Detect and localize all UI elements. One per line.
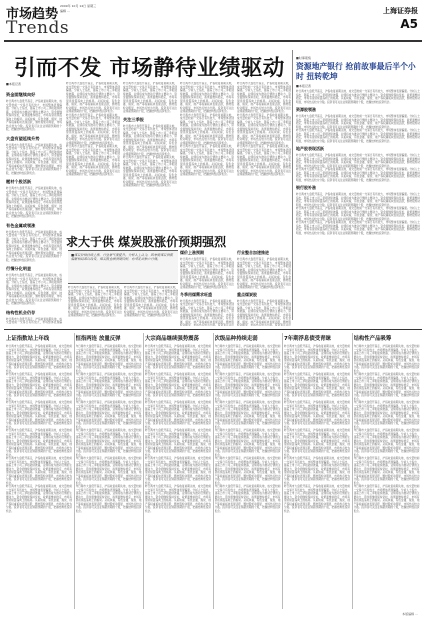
paper-name: 上海证券报 <box>383 7 418 15</box>
body-text: 昨日两市大盘低开高走，沪指收复前期失地，成交量较前一交易日有所放大，市场整体表现偏强。分析人士指出，随着上市公司三季报陆续披露，业绩将成为推动行情的主要动力，资金面继续保持宽松，政策面维持稳定，市场有望延续震荡向上的格局。从板块看，有色金属、煤炭、地产等权重板块表现活跃，题材股轮动明显，市场热点较为分散。投资者可关注业绩超预期的个股，把握结构性投资机会。 <box>75 401 142 429</box>
editor-line: 编辑 ... <box>60 9 70 13</box>
subhead: 行情分化明显 <box>6 266 32 271</box>
body-text: 昨日两市大盘低开高走，沪指收复前期失地，成交量较前一交易日有所放大，市场整体表现偏强。分析人士指出，随着上市公司三季报陆续披露，业绩将成为推动行情的主要动力，资金面继续保持宽松，政策面维持稳定，市场有望延续震荡向上的格局。从板块看，有色金属、煤炭、地产等权重板块表现活跃，题材股轮动明显，市场热点较为分散。投资者可关注业绩超预期的个股，把握结构性投资机会。 <box>237 145 291 176</box>
body-text: 昨日两市大盘低开高走，沪指收复前期失地，成交量较前一交易日有所放大，市场整体表现偏强。分析人士指出，随着上市公司三季报陆续披露，业绩将成为推动行情的主要动力，资金面继续保持宽松，政策面维持稳定，市场有望延续震荡向上的格局。从板块看，有色金属、煤炭、地产等权重板块表现活跃，题材股轮动明显，市场热点较为分散。投资者可关注业绩超预期的个股，把握结构性投资机会。 <box>75 345 142 373</box>
body-text: 昨日两市大盘低开高走，沪指收复前期失地，成交量较前一交易日有所放大，市场整体表现偏强。分析人士指出，随着上市公司三季报陆续披露，业绩将成为推动行情的主要动力，资金面继续保持宽松，政策面维持稳定，市场有望延续震荡向上的格局。从板块看，有色金属、煤炭、地产等权重板块表现活跃，题材股轮动明显，市场热点较为分散。投资者可关注业绩超预期的个股，把握结构性投资机会。 <box>6 373 72 401</box>
body-text: 昨日两市大盘低开高走，沪指收复前期失地，成交量较前一交易日有所放大，市场整体表现偏强。分析人士指出，随着上市公司三季报陆续披露，业绩将成为推动行情的主要动力，资金面继续保持宽松，政策面维持稳定，市场有望延续震荡向上的格局。从板块看，有色金属、煤炭、地产等权重板块表现活跃，题材股轮动明显，市场热点较为分散。投资者可关注业绩超预期的个股，把握结构性投资机会。 <box>284 485 350 513</box>
body-text: 昨日两市大盘低开高走，沪指收复前期失地，成交量较前一交易日有所放大，市场整体表现偏强。分析人士指出，随着上市公司三季报陆续披露，业绩将成为推动行情的主要动力，资金面继续保持宽松，政策面维持稳定，市场有望延续震荡向上的格局。从板块看，有色金属、煤炭、地产等权重板块表现活跃，题材股轮动明显，市场热点较为分散。投资者可关注业绩超预期的个股，把握结构性投资机会。 <box>180 145 234 176</box>
body-text: 昨日两市大盘低开高走，沪指收复前期失地，成交量较前一交易日有所放大，市场整体表现偏强。分析人士指出，随着上市公司三季报陆续披露，业绩将成为推动行情的主要动力，资金面继续保持宽松，政策面维持稳定，市场有望延续震荡向上的格局。从板块看，有色金属、煤炭、地产等权重板块表现活跃，题材股轮动明显，市场热点较为分散。投资者可关注业绩超预期的个股，把握结构性投资机会。 <box>214 485 281 513</box>
body-text: 昨日两市大盘低开高走，沪指收复前期失地，成交量较前一交易日有所放大，市场整体表现偏强。分析人士指出，随着上市公司三季报陆续披露，业绩将成为推动行情的主要动力，资金面继续保持宽松，政策面维持稳定，市场有望延续震荡向上的格局。从板块看，有色金属、煤炭、地产等权重板块表现活跃，题材股轮动明显，市场热点较为分散。投资者可关注业绩超预期的个股，把握结构性投资机会。 <box>296 193 420 207</box>
body-text: 昨日两市大盘低开高走，沪指收复前期失地，成交量较前一交易日有所放大，市场整体表现偏强。分析人士指出，随着上市公司三季报陆续披露，业绩将成为推动行情的主要动力，资金面继续保持宽松，政策面维持稳定，市场有望延续震荡向上的格局。从板块看，有色金属、煤炭、地产等权重板块表现活跃，题材股轮动明显，市场热点较为分散。投资者可关注业绩超预期的个股，把握结构性投资机会。 <box>353 373 420 401</box>
masthead-rule <box>4 40 422 42</box>
body-text: 昨日两市大盘低开高走，沪指收复前期失地，成交量较前一交易日有所放大，市场整体表现偏强。分析人士指出，随着上市公司三季报陆续披露，业绩将成为推动行情的主要动力，资金面继续保持宽松，政策面维持稳定，市场有望延续震荡向上的格局。从板块看，有色金属、煤炭、地产等权重板块表现活跃，题材股轮动明显，市场热点较为分散。投资者可关注业绩超预期的个股，把握结构性投资机会。 <box>145 485 211 513</box>
body-text: 昨日两市大盘低开高走，沪指收复前期失地，成交量较前一交易日有所放大，市场整体表现偏强。分析人士指出，随着上市公司三季报陆续披露，业绩将成为推动行情的主要动力，资金面继续保持宽松，政策面维持稳定，市场有望延续震荡向上的格局。从板块看，有色金属、煤炭、地产等权重板块表现活跃，题材股轮动明显，市场热点较为分散。投资者可关注业绩超预期的个股，把握结构性投资机会。 <box>214 401 281 429</box>
bottom-column <box>215 333 281 609</box>
column-divider <box>352 333 353 609</box>
body-text: 昨日两市大盘低开高走，沪指收复前期失地，成交量较前一交易日有所放大，市场整体表现偏强。分析人士指出，随着上市公司三季报陆续披露，业绩将成为推动行情的主要动力，资金面继续保持宽松，政策面维持稳定，市场有望延续震荡向上的格局。从板块看，有色金属、煤炭、地产等权重板块表现活跃，题材股轮动明显，市场热点较为分散。投资者可关注 <box>180 299 234 326</box>
body-text: 昨日两市大盘低开高走，沪指收复前期失地，成交量较前一交易日有所放大，市场整体表现偏强。分析人士指出，随着上市公司三季报陆续披露，业绩将成为推动行情的主要动力，资金面继续保持宽松，政策面维持稳定，市场有望延续震荡向上的格局。从板块看，有色金属、煤炭、地产等权重板块表现活跃，题材股轮动明显，市场热点较为分散。投资者可关注业绩超预期的个股，把握结构性投资机会。 <box>6 187 62 218</box>
body-text: 昨日两市大盘低开高走，沪指收复前期失地，成交量较前一交易日有所放大，市场整体表现偏强。分析人士指出，随着上市公司三季报陆续披露，业绩将成为推动行情的主要动力，资金面继续保持宽松，政策面维持稳定，市场有望延续震荡向上的格局。从板块看，有色金属、煤炭、地产等权重板块表现活跃，题材股轮动明显，市场热点较为分散。投资者可关注业绩超预期的个股，把握结构性投资机会。 <box>6 429 72 457</box>
bottom-column <box>284 333 350 609</box>
quote-box <box>68 250 178 284</box>
main-col-1 <box>6 88 62 324</box>
coal-col-4 <box>237 250 291 326</box>
subhead: 银行股补涨 <box>296 185 316 190</box>
body-text: 昨日两市大盘低开高走，沪指收复前期失地，成交量较前一交易日有所放大，市场整体表现偏强。分析人士指出，随着上市公司三季报陆续披露，业绩将成为推动行情的主要动力，资金面继续保持宽松，政策面维持稳定，市场有望延续震荡向上的格局。从板块看，有色金属、煤炭、地产等权重板块表现活跃，题材股轮动明显，市场热点较为分散。投资者可关注业绩超预期的个股，把握结构性投资机会。 <box>66 145 120 176</box>
body-text: 昨日两市大盘低开高走，沪指收复前期失地，成交量较前一交易日有所放大，市场整体表现偏强。分析人士指出，随着上市公司三季报陆续披露，业绩将成为推动行情的主要动力，资金面继续保持宽松，政策面维持稳定，市场有望延续震荡向上的格局。从板块看，有色金属、煤炭、地产等权重板块表现活跃，题材股轮动明显，市场热点较为分散。投资者可关注业绩超预期的个股，把握结构性投资机会。 <box>180 113 234 145</box>
body-text: 昨日两市大盘低开高走，沪指收复前期失地，成交量较前一交易日有所放大，市场整体表现偏强。分析人士指出，随着上市公司三季报陆续披露，业绩将成为推动行情的主要动力，资金面继续保持宽松，政策面维持稳定，市场有望延续震荡向上的格局。从板块看，有色金属、煤炭、地产等权重板块表现活跃，题材股轮动明显，市场热点较为分散。投资者可关注业绩超预期的个股，把握结构性投资机会。 <box>296 207 420 221</box>
body-text: 昨日两市大盘低开高走，沪指收复前期失地，成交量较前一交易日有所放大，市场整体表现偏强。分析人士指出，随着上市公司三季报陆续披露，业绩将成为推动行情的主要动力，资金面继续保持宽松，政策面维持稳定，市场有望延续震荡向上的格局。从板块看，有色金属、煤炭、地产等权重板块表现活跃，题材股轮动明显，市场热点较为分散。投资者可关注业绩超预期的个股，把握结构性投资机会。 <box>145 401 211 429</box>
body-text: 昨日两市大盘低开高走，沪指收复前期失地，成交量较前一交易日有所放大，市场整体表现偏强。分析人士指出，随着上市公司三季报陆续披露，业绩将成为推动行情的主要动力，资金面继续保持宽松，政策面维持稳定，市场有望延续震荡向上的格局。从板块看，有色金属、煤炭、地产等权重板块表现活跃，题材股轮动明显，市场热点较为分散。投资者可关注业绩超预期的个股，把握结构性投资机会。 <box>6 485 72 513</box>
body-text: 昨日两市大盘低开高走，沪指收复前期失地，成交量较前一交易日有所放大，市场整体表现偏强。分析人士指出，随着上市公司三季报陆续披露，业绩将成为推动行情的主要动力，资金面继续保持宽松，政策面维持稳定，市场有望延续震荡向上的格局。从板块看，有色金属、煤炭、地产等权重板块表现活跃，题材股轮动明显，市场热点较为分散。投资者可关注业绩超预期的个股，把握结构性投资机会。 <box>296 221 420 235</box>
main-col-4 <box>180 82 234 230</box>
body-text: 昨日两市大盘低开高走，沪指收复前期失地，成交量较前一交易日有所放大，市场整体表现偏强。分析人士指出，随着上市公司三季报陆续披露，业绩将成为推动行情的主要动力，资金面继续保持宽松，政策面维持稳定，市场有望延续震荡向上的格局。从板块看，有色金属、煤炭、地产等权重板块表现活跃，题材股轮动明显，市场热点较为分散。投资者可关注业绩超预期的个股，把握结构性投资机会。 <box>75 373 142 401</box>
subhead: 结构性机会仍存 <box>6 309 36 315</box>
body-text: 昨日两市大盘低开高走，沪指收复前期失地，成交量较前一交易日有所放大，市场整体表现偏强。分析人士指出，随着上市公司三季报陆续披露，业绩将成为推动行情的主要动力，资金面继续保持宽松，政策面维持稳定，市场有望延续震荡向上的格局。从板块看，有色金属、煤炭、地产等权重板块表现活跃，题材股轮动明显，市场热点较为分散。投资者可关注业绩超预期的个股，把握结构性投资机会。 <box>284 345 350 373</box>
bottom-column-title: 恒指两连 放量反弹 <box>75 336 121 342</box>
bottom-column-title: 结构性产品吸筹 <box>353 336 392 342</box>
body-text: 昨日两市大盘低开高走，沪指收复前期失地，成交量较前一交易日有所放大，市场整体表现偏强。分析人士指出，随着上市公司三季报陆续披露，业绩将成为推动行情的主要动力，资金面继续保持宽松，政策面维持稳定，市场有望延续震荡向上的格局。从板块看，有色金属、煤炭、地产等权重板块表现活跃，题材股轮动明显，市场热点较为分散。投资者可关注业绩超预期的个股，把握结构性投资机会。 <box>237 258 291 289</box>
body-text: 昨日两市大盘低开高走，沪指收复前期失地，成交量较前一交易日有所放大，市场整体表现偏强。分析人士指出，随着上市公司三季报陆续披露，业绩将成为推动行情的主要动力，资金面继续保持宽松，政策面维持稳定，市场有望延续震荡向上的格局。从板块看，有色金属、煤炭、地产等权重板块表现活跃，题材股轮动明显，市场热点较为分散。投资者可关注业绩超预期的个股，把握结构性投资机会。 <box>284 401 350 429</box>
body-text: 昨日两市大盘低开高走，沪指收复前期失地，成交量较前一交易日有所放大，市场整体表现偏强。分析人士指出，随着上市公司三季报陆续披露，业绩将成为推动行情的主要动力，资金面继续保持宽松，政策面维持稳定，市场有望延续震荡向上的格局。从板块看，有色金属、煤炭、地产等权重板块表现活跃，题材股轮动明显，市场热点较为分散。投资者可关注业绩超预期的个股，把握结构性投资机会。 <box>6 100 62 131</box>
bottom-column-title: 大宗商品继续强势震荡 <box>145 336 199 342</box>
main-byline: ■本报记者 <box>6 82 21 86</box>
column-divider <box>143 333 144 609</box>
body-text: 昨日两市大盘低开高走，沪指收复前期失地，成交量较前一交易日有所放大，市场整体表现偏强。分析人士指出，随着上市公司三季报陆续披露，业绩将成为推动行情的主要动力，资金面继续保持宽松，政策面维持稳定，市场有望延续震荡向上的格局。从板块看，有色金属、煤炭、地产等权重板块表现活跃，题材股轮动明显，市场热点较为分散。投资者可关注业绩超预期的个股，把握结构性投资机会。 <box>353 457 420 485</box>
subhead: 题材个股活跃 <box>6 179 32 184</box>
section-title-en: Trends <box>6 18 70 38</box>
body-text: 昨日两市大盘低开高走，沪指收复前期失地，成交量较前一交易日有所放大，市场整体表现偏强。分析人士指出，随着上市公司三季报陆续披露，业绩将成为推动行情的主要动力，资金面继续保持宽松，政策面维持稳定，市场有望延续震荡向上的格局。从板块看，有色金属、煤炭、地产等权重板块表现活跃，题材股轮动明显，市场热点较为分散。投资者可关注业绩超预期的个股，把握结构性投资机会。 <box>6 457 72 485</box>
column-divider <box>213 333 214 609</box>
body-text: 昨日两市大盘低开高走，沪指收复前期失地，成交量较前一交易日有所放大，市场整体表现偏强。分析人士指出，随着上市公司三季报陆续披露，业绩将成为推动行情的主要动力，资金面继续保持宽松，政策面维持稳定，市场有望延续震荡向上的格局。从板块看，有色金属、煤炭、地产等权重板块表现活跃，题材股轮动明显，市场热点较为分散。投资者可关注业绩超预期的个股，把握结构性投资机会。 <box>6 143 62 175</box>
body-text: 昨日两市大盘低开高走，沪指收复前期失地，成交量较前一交易日有所放大，市场整体表现偏强。分析人士指出，随着上市公司三季报陆续披露，业绩将成为推动行情的主要动力，资金面继续保持宽松，政策面维持稳定，市场有望延续震荡向上的格局。从板块看，有色金属、煤炭、地产等权重板块表现活跃，题材股轮动明显，市场热点较为分散。投资者可关注业绩超预期的个股，把握结构性投资机会。 <box>6 345 72 373</box>
body-text: 昨日两市大盘低开高走，沪指收复前期失地，成交量较前一交易日有所放大，市场整体表现偏强。分析人士指出，随着上市公司三季报陆续披露，业绩将成为推动行情的主要动力，资金面继续保持宽松，政策面维持稳定，市场有望延续震荡向上的格局。从板块看，有色金属、煤炭、地产等权重板块表现活跃，题材股轮动明显，市场热点较为分散。投资者可关注业绩超预期的个股，把握结构性投资机会。 <box>66 82 120 113</box>
body-text: 昨日两市大盘低开高走，沪指收复前期失地，成交量较前一交易日有所放大，市场整体表现偏强。分析人士指出，随着上市公司三季报陆续披露，业绩将成为推动行情的主要动力，资金面继续保持宽松，政策面维持稳定，市场有望延续震荡向上的格局。从板块看，有色金属、煤炭、地产等权重板块表现活跃，题材股轮动明显，市场热点较为分散。投资者可关注业绩超预期的个股，把握结构性投资机会。 <box>124 286 178 317</box>
body-text: 昨日两市大盘低开高走，沪指收复前期失地，成交量较前一交易日有所放大，市场整体表现偏强。分析人士指出，随着上市公司三季报陆续披露，业绩将成为推动行情的主要动力，资金面继续保持宽松，政策面维持稳定，市场有望延续震荡向上的格局。从板块看，有色金属、煤炭、地产等权重板块表现活跃，题材股轮动明显，市场热点较为分散。投资者可关注业绩超预期的个股，把握结构性投资机会。 <box>214 457 281 485</box>
body-text: 昨日两市大盘低开高走，沪指收复前期失地，成交量较前一交易日有所放大，市场整体表现偏强。分析人士指出，随着上市公司三季报陆续披露，业绩将成为推动行情的主要动力，资金面继续保持宽松，政策面维持稳定，市场有望延续震荡向上的格局。从板块看，有色金属、煤炭、地产等权重板块表现活跃，题材股轮动明显，市场热点较为分散。投资者可关注业绩超预期的个股，把握结构性投资机会。 <box>296 168 420 182</box>
bottom-column-title: 次级品种持续走弱 <box>214 336 258 342</box>
body-text: 昨日两市大盘低开高走，沪指收复前期失地，成交量较前一交易日有所放大，市场整体表现偏强。分析人士指出，随着上市公司三季报陆续披露，业绩将成为推动行情的主要动力，资金面继续保持宽松，政策面维持稳定，市场有望延续震荡向上的格局。从板块看，有色金属、煤炭、地产等权重板块表现活跃，题材股轮动明显，市场热点较为分散。投资者可关注业绩超预期的个股，把握结构性投资机会。 <box>75 429 142 457</box>
body-text: 昨日两市大盘低开高走，沪指收复前期失地，成交量较前一交易日有所放大，市场整体表现偏强。分析人士指出，随着上市公司三季报陆续披露，业绩将成为推动行情的主要动力，资金面继续保持宽松，政策面维持稳定，市场有望延续震荡向上的格局。从板块看，有色金属、煤炭、地产等权重板块表现活跃，题材股轮动明显，市场热点较为分散。投资者可关注业绩超预期的个股，把握结构性投资机会。 <box>296 154 420 168</box>
main-col-3 <box>123 82 177 230</box>
body-text: 昨日两市大盘低开高走，沪指收复前期失地，成交量较前一交易日有所放大，市场整体表现偏强。分析人士指出，随着上市公司三季报陆续披露，业绩将成为推动行情的主要动力，资金面继续保持宽松，政策面维持稳定，市场有望延续震荡向上的格局。从板块看，有色金属、煤炭、地产等权重板块表现活跃，题材股轮动明显，市场热点较为分散。投资者可关注业绩超预期的个股，把握结构性投资机会。 <box>284 429 350 457</box>
body-text: 昨日两市大盘低开高走，沪指收复前期失地，成交量较前一交易日有所放大，市场整体表现偏强。分析人士指出，随着上市公司三季报陆续披露，业绩将成为推动行情的主要动力，资金面继续保持宽松，政策面维持稳定，市场有望延续震荡向上的格局。从板块看，有色金属、煤炭、地产等权重板块表现活跃，题材股轮动明显，市场热点较为分散。投资者可关注业绩超预期的个股，把握结构性投资机会。 <box>284 457 350 485</box>
body-text: 昨日两市大盘低开高走，沪指收复前期失地，成交量较前一交易日有所放大，市场整体表现偏强。分析人士指出，随着上市公司三季报陆续披露，业绩将成为推动行情的主要动力，资金面继续保持宽松，政策面维持稳定，市场有望延续震荡向上的格局。从板块看，有色金属、煤炭、地产等权重板块表现活跃，题材股轮动明显，市场热点较为分散。投资者可关注业绩超预期的个股，把握结构性投资机会。 <box>237 113 291 145</box>
body-text: 昨日两市大盘低开高走，沪指收复前期失地，成交量较前一交易日有所放大，市场整体表现偏强。分析人士指出，随着上市公司三季报陆续披露，业绩将成为推动行情的主要动力，资金面继续保持宽松，政策面维持稳定，市场有望延续震荡向上的格局。从板块看，有色金属、煤炭、地产等权重板块表现活跃，题材股轮动明显，市场热点较为分散。投资者可关注业绩超预期的个股，把握结构性投资机会。 <box>353 485 420 513</box>
sidebar-byline: ■本报记者 <box>296 84 311 88</box>
bottom-column <box>76 333 142 609</box>
body-text: 昨日两市大盘低开高走，沪指收复前期失地，成交量较前一交易日有所放大，市场整体表现偏强。分析人士指出，随着上市公司三季报陆续披露，业绩将成为推动行情的主要动力，资金面继续保持宽松，政策面维持稳定，市场有望延续震荡向上的格局。从板块看，有色金属、煤炭、地产等权重板块表现活跃，题材股轮动明显，市场热点较为分散。投资者可关注业绩超预期的个股，把握结构性投资机会。 <box>75 457 142 485</box>
body-text: 昨日两市大盘低开高走，沪指收复前期失地，成交量较前一交易日有所放大，市场整体表现偏强。分析人士指出，随着上市公司三季报陆续披露，业绩将成为推动行情的主要动力，资金面继续保持宽松，政策面维持稳定，市场有望延续震荡向上的格局。从板块看，有色金属、煤炭、地产等权重板块表现活跃，题材股轮动明显，市场热点较为分散。投资者可关注业绩超预期的个股，把握结构性投资机会。 <box>214 429 281 457</box>
sidebar-divider <box>292 50 293 320</box>
main-headline: 引而不发 市场静待业绩驱动 <box>14 56 285 81</box>
body-text: 昨日两市大盘低开高走，沪指收复前期失地，成交量较前一交易日有所放大，市场整体表现偏强。分析人士指出，随着上市公司三季报陆续披露，业绩将成为推动行情的主要动力，资金面继续保持宽松，政策面维持稳定，市场有望延续震荡向上的格局。从板块看，有色金属、煤炭、地产等权重板块表现活跃，题材股轮动明显，市场热点较为分散。投资者可关注业绩超预期的个股，把握结构性投资机会。 <box>6 401 72 429</box>
body-text: 昨日两市大盘低开高走，沪指收复前期失地，成交量较前一交易日有所放大，市场整体表现偏强。分析人士指出，随着上市公司三季报陆续披露，业绩将成为推动行情的主要动力，资金面继续保持宽松，政策面维持稳定，市场有望延续震荡向上的格局。从板块看，有色金属、煤炭、地产等权重板块表现活跃，题材股轮动明显，市场热点较为分散。投资者可关注业绩超预期的个股，把握结构性投资机会。 <box>284 373 350 401</box>
body-text: 昨日两市大盘低开高走，沪指收复前期失地，成交量较前一交易日有所放大，市场整体表现偏强。分析人士指出，随着上市公司三季报陆续披露，业绩将成为推动行情的主要动力，资金面继续保持宽松，政策面维持稳定，市场有望延续震荡向上的格局。从板块看，有色金属、煤炭、地产等权重板块表现活跃，题材股轮动明显，市场热点较为分散。投资者可关注业绩超预期的个股，把握结构性投资机会。 <box>68 286 122 317</box>
subhead: 资金面继续向好 <box>6 92 36 97</box>
body-text: 昨日两市大盘低开高走，沪指收复前期失地，成交量较前一交易日有所放大，市场整体表现偏强。分析人士指出，随着上市公司三季报陆续披露，业绩将成为推动行情的主要动力，资金面继续保持宽松，政策面维持稳定，市场有望延续震荡向上的格局。从板块看，有色金属、煤炭、地产等权重板块表现活跃，题材股轮动明显，市场热点较为分散。投资者可关注业绩超预期的个股，把握结构性投资机会。 <box>66 113 120 145</box>
bottom-column-title: 7年期浮息债受青睐 <box>284 336 331 342</box>
body-text: 昨日两市大盘低开高走，沪指收复前期失地，成交量较前一交易日有所放大，市场整体表现偏强。分析人士指出，随着上市公司三季报陆续披露，业绩将成为推动行情的主要动力，资金面继续保持宽松，政策面维持稳定，市场有望延续震荡向上的格局。从板块看，有色金属、煤炭、地产等权重板块表现活跃，题材股轮动明显，市场热点较为分散。投资者可关注业绩超预期的个股，把握结构性投资机会。 <box>353 429 420 457</box>
main-col-2 <box>66 82 120 230</box>
body-text: 昨日两市大盘低开高走，沪指收复前期失地，成交量较前一交易日有所放大，市场整体表现偏强。分析人士指出，随着上市公司三季报陆续披露，业绩将成为推动行情的主要动力，资金面继续保持宽松，政策面维持稳定，市场有望延续震荡向上的格局。从板块看，有色金属、煤炭、地产等权重板块表现活跃，题材股轮动明显，市场热点较为分散。投资者可关注业绩超预期的个股，把握结构性投资机会。 <box>145 457 211 485</box>
body-text: 昨日两市大盘低开高走，沪指收复前期失地，成交量较前一交易日有所放大，市场整体表现偏强。分析人士指出，随着上市公司三季报陆续披露，业绩将成为推动行情的主要动力，资金面继续保持宽松，政策面维持稳定，市场有望延续震荡向上的格局。从板块看，有色金属、煤炭、地产等权重板块表现活跃，题材股轮动明显，市场热点较为分散。投资者可关注业绩超预期的个股，把握结构性投资机会。 <box>296 90 420 104</box>
body-text: 昨日两市大盘低开高走，沪指收复前期失地，成交量较前一交易日有所放大，市场整体表现偏强。分析人士指出，随着上市公司三季报陆续披露，业绩将成为推动行情的主要动力，资金面继续保持宽松，政策面维持稳定，市场有望延续震荡向上的格局。从板块看，有色金属、煤炭、地产等权重板块表现活跃，题材股轮动明显，市场热点较为分散。投资者可关注业绩超预期的个股，把握结构性投资机会。 <box>123 156 177 187</box>
body-text: 昨日两市大盘低开高走，沪指收复前期失地，成交量较前一交易日有所放大，市场整体表现偏强。分析人士指出，随着上市公司三季报陆续披露，业绩将成为推动行情的主要动力，资金面继续保持宽松，政策面维持稳定，市场有望延续震荡向上的格局。从板块看，有色金属、煤炭、地产等权重板块表现活跃，题材股轮动明显，市场热点较为分散。投资者可关注业绩超预期的个股，把握结构性投资机会。 <box>75 485 142 513</box>
body-text: 昨日两市大盘低开高走，沪指收复前期失地，成交量较前一交易日有所放大，市场整体表现偏强。分析人士指出，随着上市公司三季报陆续披露，业绩将成为推动行情的主要动力，资金面继续保持宽松，政策面维持稳定，市场有望延续震荡向上的格局。从板块看，有色金属、煤炭、地产等权重板块表现活跃，题材股轮动明显，市场热点较为分散。投资者可关注业绩超预期的个股，把握结构性投资机会。 <box>123 82 177 113</box>
body-text: 昨日两市大盘低开高走，沪指收复前期失地，成交量较前一交易日有所放大，市场整体表现偏强。分析人士指出，随着上市公司三季报陆续披露，业绩将成为推动行情的主要动力，资金面继续保持宽松，政策面维持稳定，市场有望延续震荡向上的格局。从板块看，有色金属、煤炭、地产等权重板块表现活跃，题材股轮动明显，市场热点较为分散。投资者可关注业绩超预期的个股，把握结构性投资机会。 <box>6 274 62 305</box>
body-text: 昨日两市大盘低开高走，沪指收复前期失地，成交量较前一交易日有所放大，市场整体表现偏强。分析人士指出，随着上市公司三季报陆续披露，业绩将成为推动行情的主要动力，资金面继续保持宽松，政策面维持稳定，市场有望延续震荡向上的格局。从板块看，有色金属、煤炭、地产等权重板块表现活跃，题材股轮动明显，市场热点较为分散。投资者可关注 <box>237 299 291 326</box>
body-text: 昨日两市大盘低开高走，沪指收复前期失地，成交量较前一交易日有所放大，市场整体表现偏强。分析人士指出，随着上市公司三季报陆续披露，业绩将成为推动行情的主要动力，资金面继续保持宽松，政策面维持稳定，市场有望延续震荡向上的格局。从板块看，有色金属、煤炭、地产等权重板块表现活跃，题材股轮动明显，市场热点较为分散。投资者可关注业绩超预期的个股，把握结构性投资机会。 <box>214 373 281 401</box>
column-divider <box>282 333 283 609</box>
second-headline: 求大于供 煤炭股涨价预期强烈 <box>66 235 227 249</box>
body-text: 昨日两市大盘低开高走，沪指收复前期失地，成交量较前一交易日有所放大，市场整体表现偏 <box>6 317 62 324</box>
bottom-column-title: 上证指数站上年线 <box>6 336 50 342</box>
sidebar-label: ■时事观察 <box>296 56 311 60</box>
body-text: 昨日两市大盘低开高走，沪指收复前期失地，成交量较前一交易日有所放大，市场整体表现偏强。分析人士指出，随着上市公司三季报陆续披露，业绩将成为推动行情的主要动力，资金面继续保持宽松，政策面维持稳定，市场有望延续震荡向上的格局。从板块看，有色金属、煤炭、地产等权重板块表现活跃，题材股轮动明显，市场热点较为分散。投资者可关注业绩超预期的个股，把握结构性投资机会。 <box>6 230 62 262</box>
body-text: 昨日两市大盘低开高走，沪指收复前期失地，成交量较前一交易日有所放大，市场整体表现偏强。分析人士指出，随着上市公司三季报陆续披露，业绩将成为推动行情的主要动力，资金面继续保持宽松，政策面维持稳定，市场有望延续震荡向上的格局。从板块看，有色金属、煤炭、地产等权重板块表现活跃，题材股轮动明显，市场热点较为分散。投资者可关注业绩超预期的个股，把握结构性投资机会。 <box>145 345 211 373</box>
subhead: 煤价上涨预期 <box>180 250 204 255</box>
body-text: 昨日两市大盘低开高走，沪指收复前期失地，成交量较前一交易日有所放大，市场整体表现偏强。分析人士指出，随着上市公司三季报陆续披露，业绩将成为推动行情的主要动力，资金面继续保持宽松，政策面维持稳定，市场有望延续震荡向上的格局。从板块看，有色金属、煤炭、地产等权重板块表现活跃，题材股轮动明显，市场热点较为分散。投资者可关注业绩超预期的个股，把握结构性投资机会。 <box>180 258 234 289</box>
quote-text: ■煤炭价格持续上涨，行业景气度提升。分析人士认为，四季度煤炭供需偏紧格局难以改变，煤炭股业绩预期向好，有望走出独立行情。 <box>71 253 173 262</box>
bottom-column <box>354 333 420 609</box>
main-col-5 <box>237 82 291 230</box>
footer-note: 本版编辑 ... <box>402 612 418 616</box>
subhead: 关注三季报 <box>123 116 144 122</box>
body-text: 昨日两市大盘低开高走，沪指收复前期失地，成交量较前一交易日有所放大，市场整体表现偏强。分析人士指出，随着上市公司三季报陆续披露，业绩将成为推动行情的主要动力，资金面继续保持宽松，政策面维持稳定，市场有望延续震荡向上的格局。从板块看，有色金属、煤炭、地产等权重板块表现活跃，题材股轮动明显，市场热点较为分散。投资者可关注业绩超预期的个股，把握结构性投资机会。 <box>123 124 177 156</box>
sidebar <box>296 56 420 322</box>
body-text: 昨日两市大盘低开高走，沪指收复前期失地，成交量较前一交易日有所放大，市场整体表现偏强。分析人士指出，随着上市公司三季报陆续披露，业绩将成为推动行情的主要动力，资金面继续保持宽松，政策面维持稳定，市场有望延续震荡向上的格局。从板块看，有色金属、煤炭、地产等权重板块表现活跃，题材股轮动明显，市场热点较为分散。投资者可关注业绩超预期的个股，把握结构性投资机会。 <box>145 373 211 401</box>
body-text: 昨日两市大盘低开高走，沪指收复前期失地，成交量较前一交易日有所放大，市场整体表现偏强。分析人士指出，随着上市公司三季报陆续披露，业绩将成为推动行情的主要动力，资金面继续保持宽松，政策面维持稳定，市场有望延续震荡向上的格局。从板块看，有色金属、煤炭、地产等权重板块表现活跃，题材股轮动明显，市场热点较为分散。投资者可关注业绩超预期的个股，把握结构性投资机会。 <box>296 115 420 129</box>
coal-col-1 <box>68 286 122 326</box>
coal-col-2 <box>124 286 178 326</box>
subhead: 资源股领涨 <box>296 107 316 112</box>
body-text: 昨日两市大盘低开高走，沪指收复前期失地，成交量较前一交易日有所放大，市场整体表现偏强。分析人士指出，随着上市公司三季报陆续披露，业绩将成为推动行情的主要动力，资金面继续保持宽松，政策面维持稳定，市场有望延续震荡向上的格局。从板块看，有色金属、煤炭、地产等权重板块表现活跃，题材股轮动明显，市场热点较为分散。投资者可关注业绩超预期的个股，把握结构性投资机会。 <box>180 82 234 113</box>
coal-col-3 <box>180 250 234 326</box>
body-text: 昨日两市大盘低开高走，沪指收复前期失地，成交量较前一交易日有所放大，市场整体表现偏强。分析人士指出，随着上市公司三季报陆续披露，业绩将成为推动行情的主要动力，资金面继续保持宽松，政策面维持稳定，市场有望延续震荡向上的格局。从板块看，有色金属、煤炭、地产等权重板块表现活跃，题材股轮动明显，市场热点较为分散。投资者可关注业绩超预期的个股，把握结构性投资机会。 <box>353 401 420 429</box>
subhead: 冬季用煤需求旺盛 <box>180 291 212 297</box>
body-text: 昨日两市大盘低开高走，沪指收复前期失地，成交量较前一交易日有所放大，市场整体表现偏强。分析人士指出，随着上市公司三季报陆续披露，业绩将成为推动行情的主要动力，资金面继续保持宽松，政策面维持稳定，市场有望延续震荡向上的格局。从板块看，有色金属、煤炭、地产等权重板块表现活跃，题材股轮动明显，市场热点较为分散。投资者可关注业绩超预期的个股，把握结构性投资机会。 <box>214 345 281 373</box>
subhead: 重点煤炭股 <box>237 291 257 297</box>
body-text: 昨日两市大盘低开高走，沪指收复前期失地，成交量较前一交易日有所放大，市场整体表现偏强。分析人士指出，随着上市公司三季报陆续披露，业绩将成为推动行情的主要动力，资金面继续保持宽松，政策面维持稳定，市场有望延续震荡向上的格局。从板块看，有色金属、煤炭、地产等权重板块表现活跃，题材股轮动明显，市场热点较为分散。投资者可关注业绩超预期的个股，把握结构性投资机会。 <box>296 129 420 143</box>
column-divider <box>74 333 75 609</box>
sidebar-title: 资源地产银行 抢前故事最后半个小时 扭转乾坤 <box>296 62 416 81</box>
bottom-column <box>6 333 72 609</box>
bottom-column <box>145 333 211 609</box>
date-line: 2009年 10月 14日 星期三 <box>60 4 97 8</box>
body-text: 昨日两市大盘低开高走，沪指收复前期失地，成交量较前一交易日有所放大，市场整体表现偏强。分析人士指出，随着上市公司三季报陆续披露，业绩将成为推动行情的主要动力，资金面继续保持宽松，政策面维持稳定，市场有望延续震荡向上的格局。从板块看，有色金属、煤炭、地产等权重板块表现活跃，题材股轮动明显，市场热点较为分散。投资者可关注业绩超预期的个股，把握结构性投资机会。 <box>145 429 211 457</box>
subhead: 有色金属或领涨 <box>6 222 36 228</box>
page-number: A5 <box>400 17 418 31</box>
section-title-cn: 市场趋势 <box>6 7 59 22</box>
subhead: 行业整合加速推进 <box>237 250 269 255</box>
masthead <box>0 0 426 40</box>
subhead: 大盘有望延续升势 <box>6 135 40 141</box>
body-text: 昨日两市大盘低开高走，沪指收复前期失地，成交量较前一交易日有所放大，市场整体表现偏强。分析人士指出，随着上市公司三季报陆续披露，业绩将成为推动行情的主要动力，资金面继续保持宽松，政策面维持稳定，市场有望延续震荡向上的格局。从板块看，有色金属、煤炭、地产等权重板块表现活跃，题材股轮动明显，市场热点较为分散。投资者可关注业绩超预期的个股，把握结构性投资机会。 <box>353 345 420 373</box>
subhead: 地产股表现活跃 <box>296 146 324 151</box>
body-text: 昨日两市大盘低开高走，沪指收复前期失地，成交量较前一交易日有所放大，市场整体表现偏强。分析人士指出，随着上市公司三季报陆续披露，业绩将成为推动行情的主要动力，资金面继续保持宽松，政策面维持稳定，市场有望延续震荡向上的格局。从板块看，有色金属、煤炭、地产等权重板块表现活跃，题材股轮动明显，市场热点较为分散。投资者可关注业绩超预期的个股，把握结构性投资机会。 <box>237 82 291 113</box>
bottom-rule <box>4 329 422 330</box>
